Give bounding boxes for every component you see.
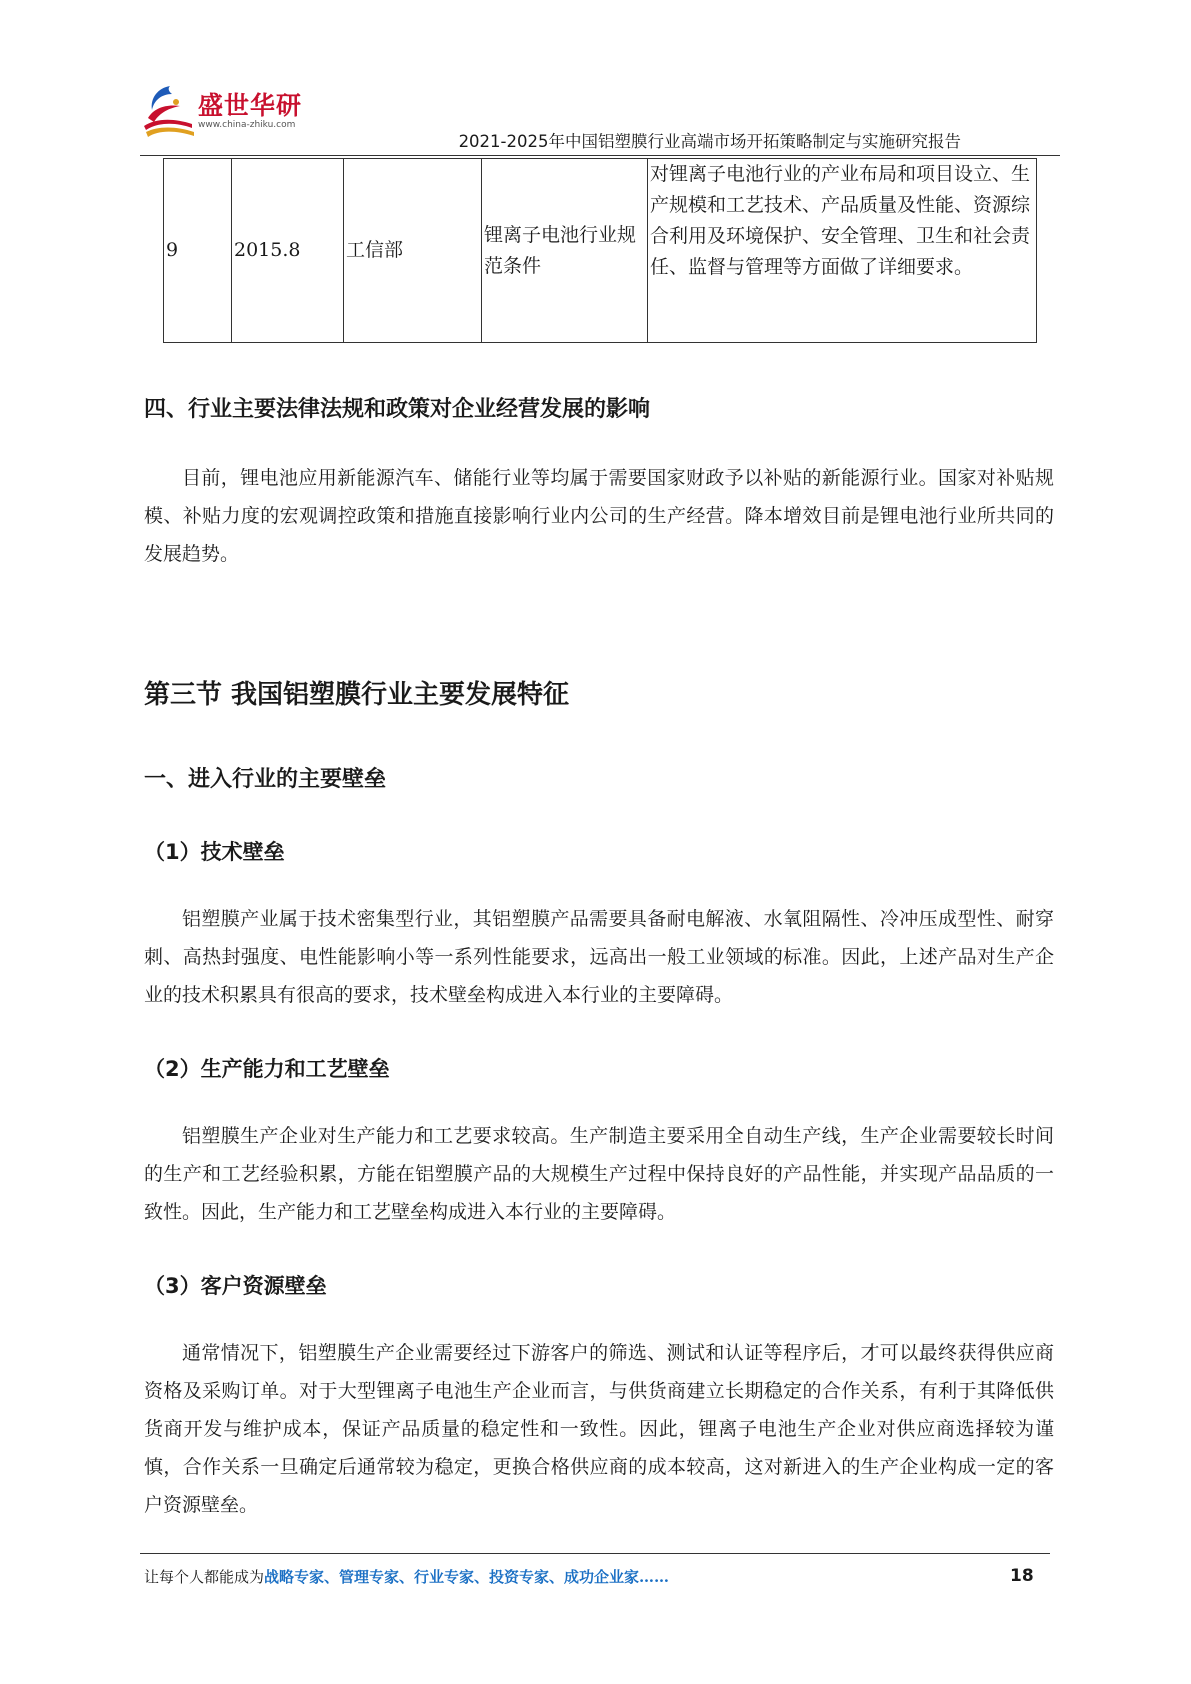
table-row	[164, 159, 1037, 343]
policy-table	[163, 158, 1037, 343]
item-heading: （3）客户资源壁垒	[144, 1274, 327, 1298]
report-title: 2021-2025年中国铝塑膜行业高端市场开拓策略制定与实施研究报告	[458, 132, 961, 151]
cell-policy-name: 锂离子电池行业规范条件	[482, 159, 648, 343]
section-heading: 四、行业主要法律法规和政策对企业经营发展的影响	[144, 397, 651, 422]
subsection-heading: 一、进入行业的主要壁垒	[144, 767, 387, 792]
page-header	[0, 0, 1191, 165]
logo-url: www.china-zhiku.com	[198, 120, 296, 130]
footer-prefix: 让每个人都能成为	[144, 1568, 265, 1586]
cell-date: 2015.8	[232, 159, 344, 343]
company-logo	[140, 82, 310, 144]
item-paragraph: 铝塑膜生产企业对生产能力和工艺要求较高。生产制造主要采用全自动生产线，生产企业需要较长时间的生产和工艺经验积累，方能在铝塑膜产品的大规模生产过程中保持良好的产品性能，并实现产品品质的一致性。因此，生产能力和工艺壁垒构成进入本行业的主要障碍。	[144, 1125, 1054, 1223]
cell-content: 对锂离子电池行业的产业布局和项目设立、生产规模和工艺技术、产品质量及性能、资源综合利用及环境保护、安全管理、卫生和社会责任、监督与管理等方面做了详细要求。	[648, 159, 1037, 343]
cell-dept: 工信部	[344, 159, 482, 343]
footer-slogan	[144, 1566, 669, 1587]
item-paragraph: 铝塑膜产业属于技术密集型行业，其铝塑膜产品需要具备耐电解液、水氧阻隔性、冷冲压成型性、耐穿刺、高热封强度、电性能影响小等一系列性能要求，远高出一般工业领域的标准。因此，上述产品对生产企业的技术积累具有很高的要求，技术壁垒构成进入本行业的主要障碍。	[144, 908, 1054, 1006]
header-divider	[140, 155, 1060, 156]
item-heading: （1）技术壁垒	[144, 840, 285, 864]
chapter-heading: 第三节 我国铝塑膜行业主要发展特征	[144, 680, 570, 710]
footer-roles: 战略专家、管理专家、行业专家、投资专家、成功企业家……	[264, 1568, 670, 1586]
cell-no: 9	[164, 159, 232, 343]
logo-emblem-icon	[140, 82, 198, 142]
item-paragraph: 通常情况下，铝塑膜生产企业需要经过下游客户的筛选、测试和认证等程序后，才可以最终获得供应商资格及采购订单。对于大型锂离子电池生产企业而言，与供货商建立长期稳定的合作关系，有利于其降低供货商开发与维护成本，保证产品质量的稳定性和一致性。因此，锂离子电池生产企业对供应商选择较为谨慎，合作关系一旦确定后通常较为稳定，更换合格供应商的成本较高，这对新进入的生产企业构成一定的客户资源壁垒。	[144, 1342, 1054, 1516]
logo-text: 盛世华研	[198, 91, 303, 120]
item-heading: （2）生产能力和工艺壁垒	[144, 1057, 390, 1081]
section-paragraph: 目前，锂电池应用新能源汽车、储能行业等均属于需要国家财政予以补贴的新能源行业。国家对补贴规模、补贴力度的宏观调控政策和措施直接影响行业内公司的生产经营。降本增效目前是锂电池行业所共同的发展趋势。	[144, 467, 1054, 565]
page-number: 18	[1010, 1566, 1034, 1586]
footer-divider	[140, 1553, 1050, 1554]
